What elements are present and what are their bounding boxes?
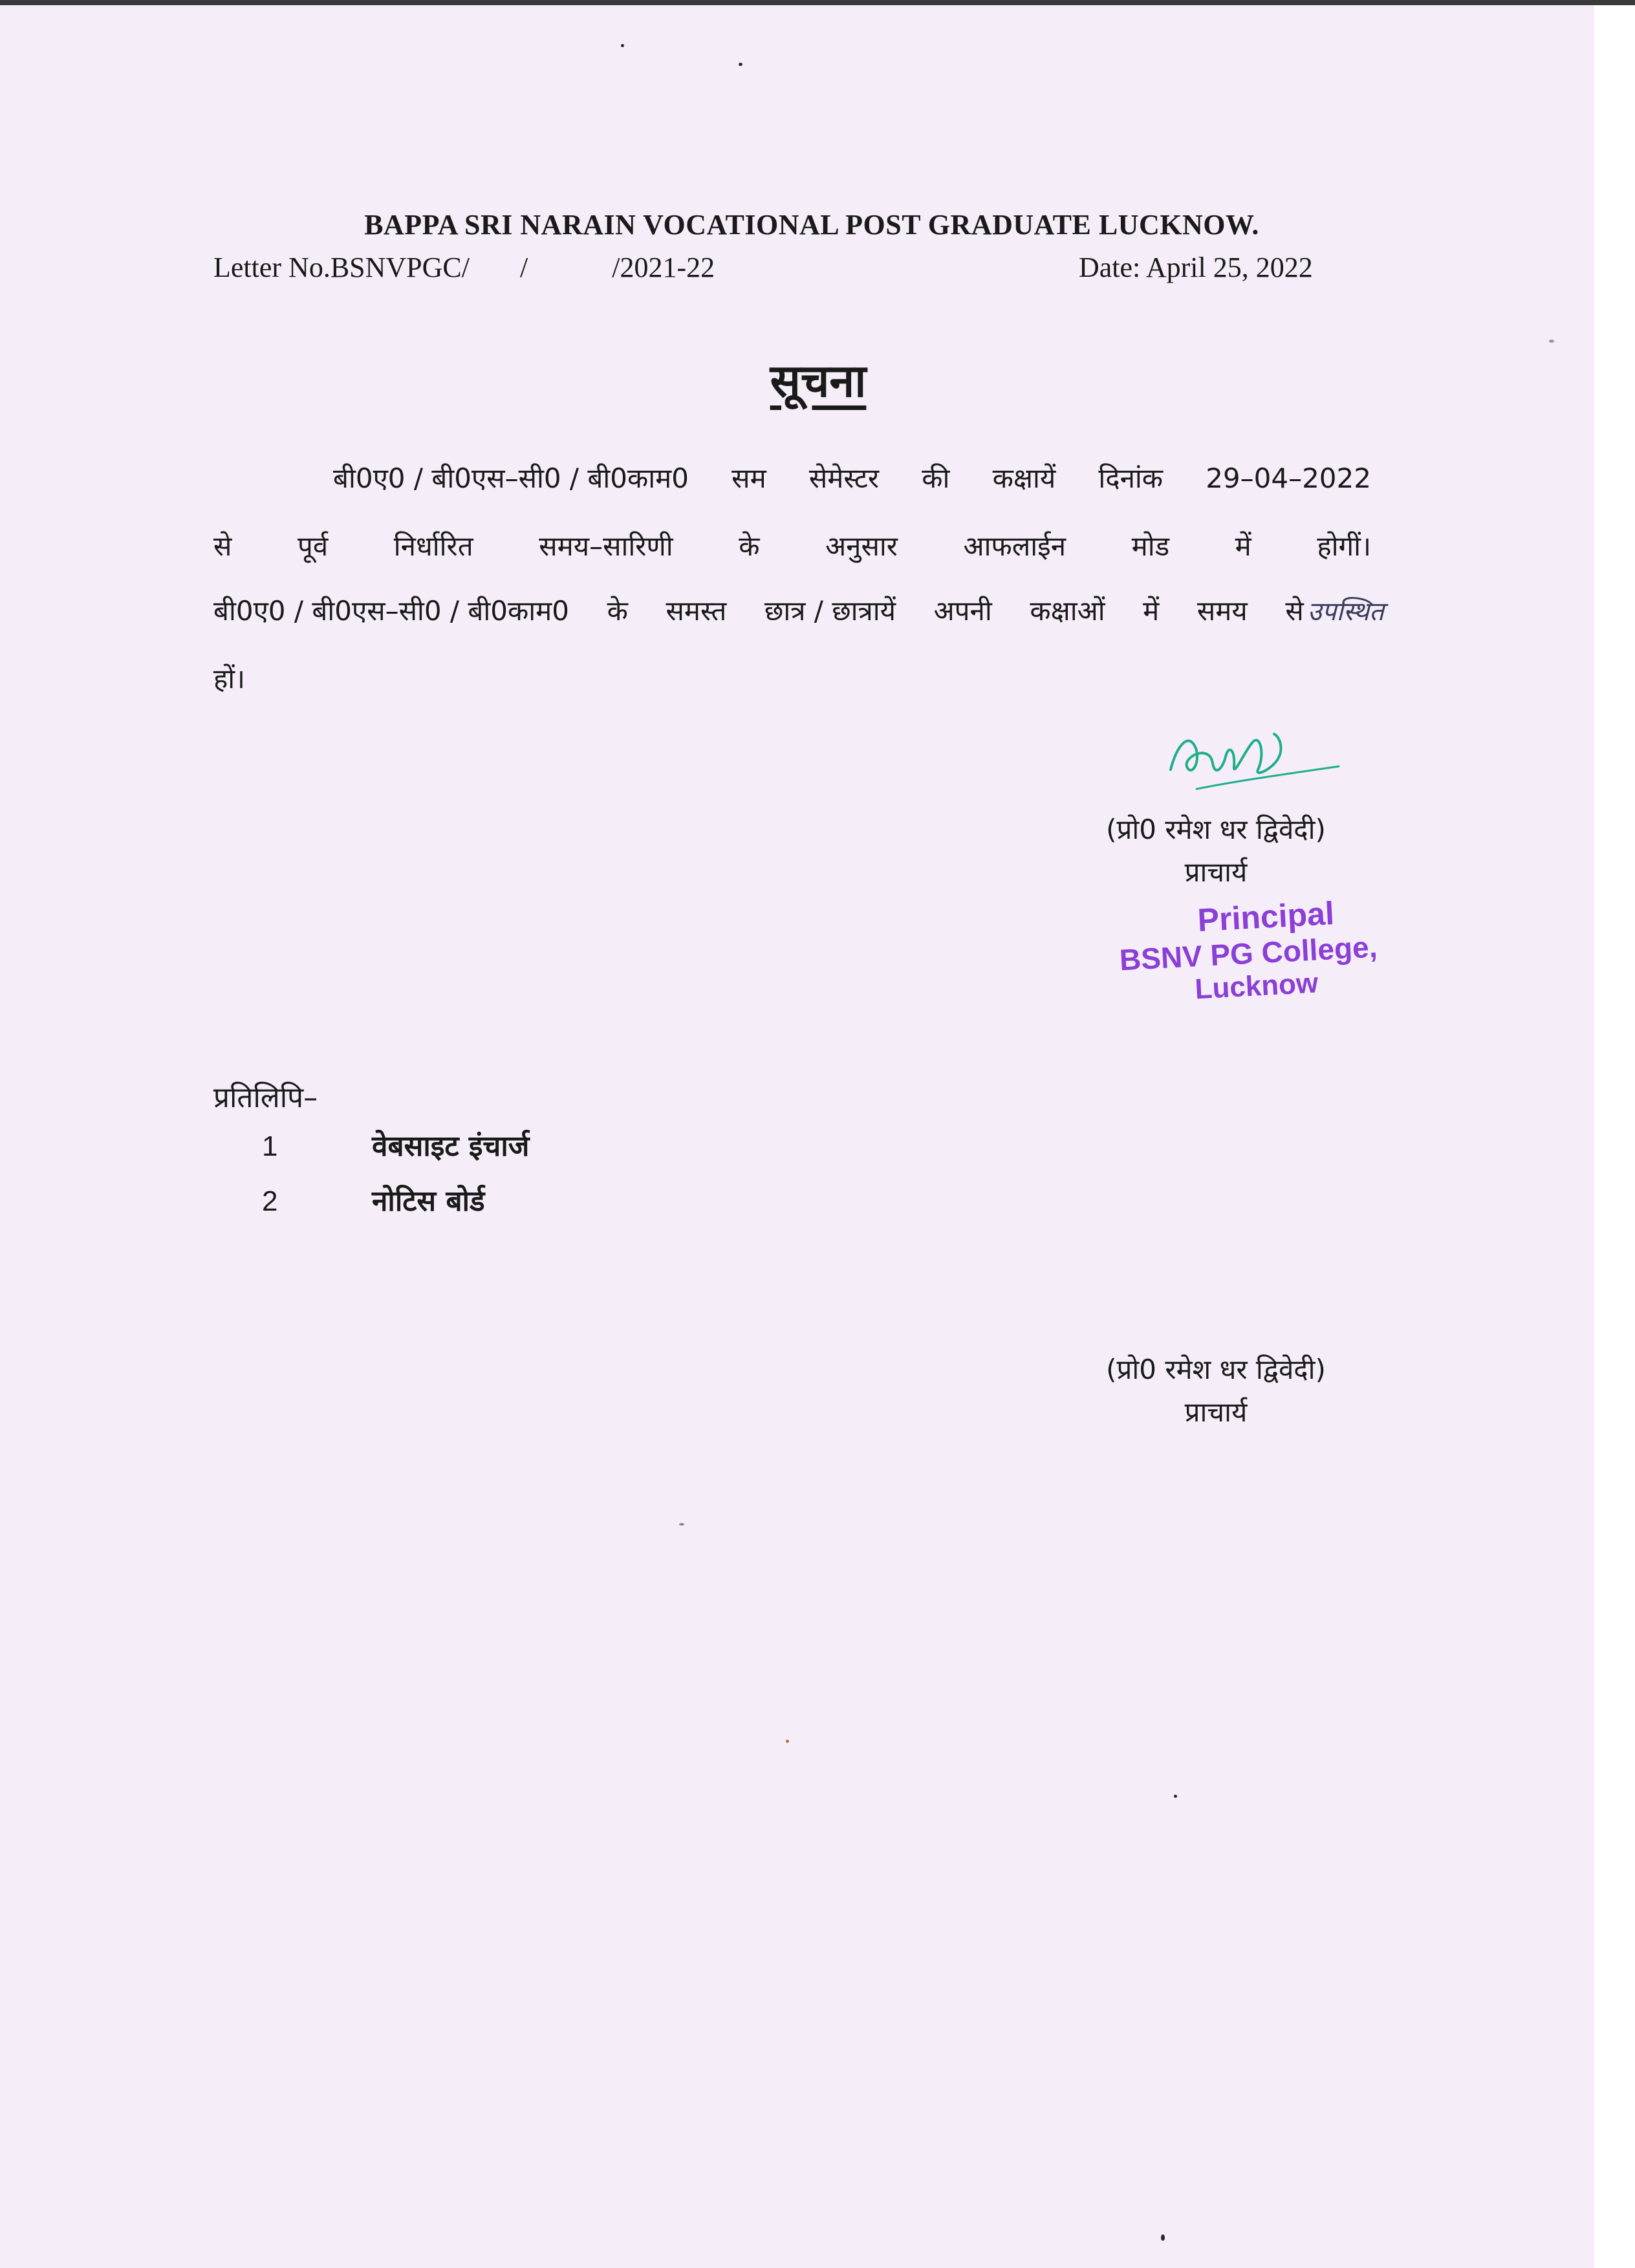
notice-line-3 [213, 592, 1384, 629]
stamp-line-3: Lucknow [1194, 967, 1319, 1006]
notice-word: मोड [1131, 530, 1170, 562]
notice-word: आफलाईन [963, 530, 1067, 562]
signatory-designation: प्राचार्य [1184, 856, 1248, 888]
scan-speck [786, 1740, 789, 1743]
notice-word: में [1143, 595, 1160, 627]
notice-word: की [922, 462, 950, 494]
notice-line-2 [213, 527, 1371, 564]
notice-word: के [607, 595, 628, 627]
scan-speck [739, 63, 742, 66]
letter-number [213, 251, 715, 284]
stamp-line-1: Principal [1196, 895, 1336, 938]
signatory-name: (प्रो0 रमेश धर द्विवेदी) [1106, 814, 1326, 845]
scan-speck [1174, 1795, 1177, 1798]
copy-to-item-number: 2 [262, 1185, 278, 1217]
handwritten-signature [1151, 705, 1345, 802]
copy-to-item [262, 1125, 529, 1164]
notice-word-with-handwriting [1285, 592, 1384, 629]
notice-word: कक्षाओं [1030, 595, 1105, 627]
signatory-designation: प्राचार्य [1184, 1396, 1248, 1428]
scan-speck [679, 1523, 684, 1526]
notice-word: सेमेस्टर [808, 462, 880, 494]
notice-word: समय–सारिणी [539, 530, 673, 562]
scan-top-edge [0, 0, 1635, 5]
scan-margin [1594, 0, 1635, 2268]
copy-to-label: प्रतिलिपि– [213, 1081, 318, 1114]
notice-word: में [1235, 530, 1251, 562]
copy-to-item [262, 1180, 485, 1219]
handwritten-word: उपस्थित [1307, 597, 1384, 627]
scan-speck [621, 44, 624, 47]
stamp-line-2: BSNV PG College, [1118, 929, 1378, 977]
notice-word: समस्त [666, 595, 727, 627]
notice-word: कक्षायें [992, 462, 1056, 494]
notice-word: अनुसार [825, 530, 898, 562]
notice-word: सम [731, 462, 766, 494]
letter-date: Date: April 25, 2022 [1079, 252, 1313, 283]
institution-title: BAPPA SRI NARAIN VOCATIONAL POST GRADUATE LUCKNOW. [364, 209, 1259, 241]
principal-stamp [1090, 891, 1406, 1012]
notice-word: 29–04–2022 [1206, 462, 1371, 494]
notice-word: अपनी [933, 595, 992, 627]
letter-number-suffix: /2021-22 [612, 252, 715, 283]
notice-line-1 [213, 459, 1371, 496]
scan-speck [1161, 2234, 1165, 2241]
notice-word: समय [1196, 595, 1248, 627]
notice-word: बी0ए0 / बी0एस–सी0 / बी0काम0 [333, 462, 689, 494]
signatory-block-bottom [1035, 1348, 1397, 1434]
notice-word: बी0ए0 / बी0एस–सी0 / बी0काम0 [213, 595, 569, 627]
notice-word: छात्र / छात्रायें [764, 595, 896, 627]
notice-heading: सूचना [770, 354, 867, 407]
notice-word: के [739, 530, 760, 562]
notice-word: निर्धारित [393, 530, 473, 562]
notice-word: होगीं। [1317, 530, 1371, 562]
signatory-block [1035, 808, 1397, 894]
notice-line-4: हों। [213, 663, 246, 695]
copy-to-item-text: वेबसाइट इंचार्ज [372, 1130, 530, 1163]
notice-word: दिनांक [1098, 462, 1164, 494]
letter-number-mid: / [520, 252, 528, 283]
notice-word: से [213, 530, 232, 562]
signatory-name: (प्रो0 रमेश धर द्विवेदी) [1106, 1354, 1326, 1385]
scan-speck [1549, 340, 1554, 343]
copy-to-item-text: नोटिस बोर्ड [372, 1185, 485, 1218]
letter-number-prefix: Letter No.BSNVPGC/ [213, 252, 470, 283]
notice-word: से [1285, 595, 1304, 627]
notice-word: पूर्व [297, 530, 329, 562]
copy-to-item-number: 1 [262, 1130, 278, 1162]
